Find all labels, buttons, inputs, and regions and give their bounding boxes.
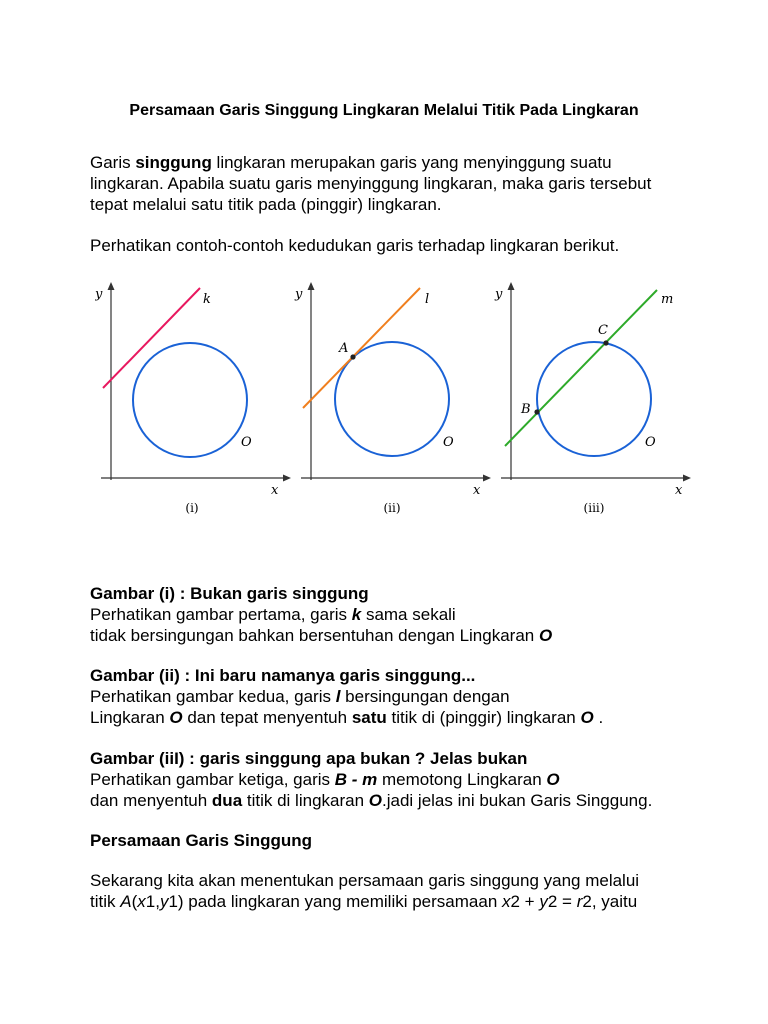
point-a (350, 354, 355, 359)
x-axis-label: x (271, 483, 279, 498)
term-b-m: B - m (334, 770, 378, 789)
math-x: x (502, 892, 511, 911)
text: Lingkaran (90, 708, 170, 727)
x-axis-label: x (473, 483, 481, 498)
text: ( (131, 892, 138, 911)
figure-tangent-lines (95, 280, 695, 520)
term-dua: dua (211, 791, 243, 810)
final-paragraph (90, 870, 690, 912)
section-gambar-iii (90, 748, 690, 811)
text: 2 = (547, 892, 577, 911)
y-axis-label: y (95, 287, 103, 302)
term-o: O (368, 791, 383, 810)
text: dan tepat menyentuh (182, 708, 352, 727)
panel-ii (294, 282, 491, 515)
point-label-a: A (339, 341, 349, 356)
term-o: O (580, 708, 594, 727)
text: .jadi jelas ini bukan Garis Singgung. (382, 791, 653, 810)
text: 1) pada lingkaran yang memiliki persamaan (168, 892, 502, 911)
y-axis-label: y (495, 287, 503, 302)
bold-term-singgung: singgung (135, 153, 212, 172)
gambar-i-line-2 (90, 625, 690, 646)
text: bersingungan dengan (340, 687, 510, 706)
text: Perhatikan gambar ketiga, garis (90, 770, 335, 789)
text: lingkaran merupakan garis yang menyinggung suatu (211, 153, 612, 172)
intro-line-2: lingkaran. Apabila suatu garis menyinggung lingkaran, maka garis tersebut (90, 174, 652, 193)
gambar-i-heading: Gambar (i) : Bukan garis singgung (90, 584, 369, 603)
text: titik di (pinggir) lingkaran (386, 708, 581, 727)
term-l: l (335, 687, 341, 706)
figure-svg (95, 280, 695, 520)
page-title: Persamaan Garis Singgung Lingkaran Melalui Titik Pada Lingkaran (129, 102, 639, 119)
text: dan menyentuh (90, 791, 212, 810)
term-o: O (546, 770, 560, 789)
text: . (593, 708, 604, 727)
circle-label-o: O (645, 435, 656, 450)
text: 1, (145, 892, 160, 911)
section-gambar-ii (90, 665, 690, 728)
line-label-m: m (661, 292, 674, 307)
section-heading-persamaan: Persamaan Garis Singgung (90, 831, 313, 850)
text: Perhatikan gambar pertama, garis (90, 605, 352, 624)
text: memotong Lingkaran (377, 770, 547, 789)
x-axis-arrow-icon (483, 475, 491, 482)
text: tidak bersingungan bahkan bersentuhan dengan Lingkaran (90, 626, 539, 645)
circle-o (133, 343, 247, 457)
term-o: O (169, 708, 183, 727)
point-label-c: C (598, 323, 608, 338)
text: titik (90, 892, 121, 911)
gambar-ii-line-2 (90, 707, 690, 728)
point-b (534, 409, 539, 414)
gambar-iii-line-1 (90, 769, 690, 790)
text: Perhatikan gambar kedua, garis (90, 687, 336, 706)
caption-ii: (ii) (383, 501, 401, 515)
gambar-ii-line-1 (90, 686, 690, 707)
term-k: k (351, 605, 362, 624)
line-m (505, 290, 657, 446)
point-c (603, 340, 608, 345)
line-label-k: k (203, 292, 211, 307)
caption-iii: (iii) (583, 501, 605, 515)
y-axis-arrow-icon (508, 282, 515, 290)
circle-label-o: O (443, 435, 454, 450)
math-y: y (159, 892, 169, 911)
line-l (303, 288, 420, 408)
x-axis-arrow-icon (283, 475, 291, 482)
figure-prompt: Perhatikan contoh-contoh kedudukan garis terhadap lingkaran berikut. (90, 236, 620, 255)
y-axis-arrow-icon (108, 282, 115, 290)
term-o: O (538, 626, 553, 645)
intro-line-3: tepat melalui satu titik pada (pinggir) lingkaran. (90, 195, 442, 214)
section-gambar-i (90, 583, 690, 646)
text: Garis (90, 153, 136, 172)
gambar-iii-line-2 (90, 790, 690, 811)
math-x: x (137, 892, 146, 911)
line-label-l: l (425, 292, 430, 307)
intro-line-1 (90, 152, 690, 173)
final-line-1: Sekarang kita akan menentukan persamaan garis singgung yang melalui (90, 871, 640, 890)
text: sama sekali (361, 605, 456, 624)
point-label-b: B (521, 402, 531, 417)
panel-i (95, 282, 291, 515)
text: 2, yaitu (582, 892, 638, 911)
final-line-2 (90, 891, 690, 912)
gambar-ii-heading: Gambar (ii) : Ini baru namanya garis singgung... (90, 666, 476, 685)
text: titik di lingkaran (242, 791, 369, 810)
math-y: y (539, 892, 548, 911)
math-r: r (576, 892, 583, 911)
x-axis-label: x (675, 483, 683, 498)
y-axis-arrow-icon (308, 282, 315, 290)
math-a: A (120, 892, 132, 911)
circle-label-o: O (241, 435, 252, 450)
line-k (103, 288, 200, 388)
gambar-i-line-1 (90, 604, 690, 625)
y-axis-label: y (295, 287, 303, 302)
text: 2 + (510, 892, 540, 911)
panel-iii (494, 282, 691, 515)
gambar-iii-heading: Gambar (iiI) : garis singgung apa bukan ? Jelas bukan (90, 749, 528, 768)
term-satu: satu (351, 708, 387, 727)
intro-paragraph (90, 152, 690, 215)
circle-o (537, 342, 651, 456)
x-axis-arrow-icon (683, 475, 691, 482)
caption-i: (i) (185, 501, 199, 515)
